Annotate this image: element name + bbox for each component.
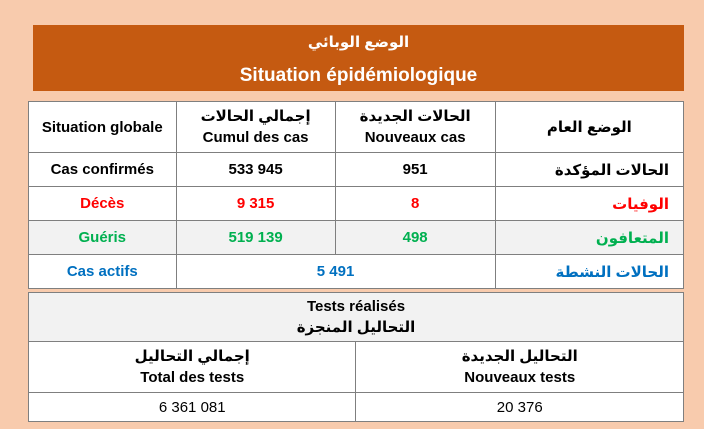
header-cumul	[176, 102, 335, 153]
deaths-cumul: 9 315	[176, 187, 335, 221]
header-nouveaux-ar: الحالات الجديدة	[359, 108, 471, 125]
deaths-new: 8	[335, 187, 495, 221]
banner-title-fr: Situation épidémiologique	[239, 65, 478, 86]
active-value: 5 491	[176, 255, 495, 289]
tests-new-ar: التحاليل الجديدة	[461, 348, 578, 365]
recovered-label: Guéris	[29, 221, 177, 255]
tests-title	[29, 293, 684, 342]
table-row-recovered	[29, 221, 684, 255]
tests-total-ar: إجمالي التحاليل	[134, 348, 250, 365]
title-banner	[33, 25, 684, 91]
tests-new-fr: Nouveaux tests	[464, 369, 576, 386]
table-header-row	[29, 102, 684, 153]
recovered-label-ar: المتعافون	[495, 221, 683, 255]
tests-new-header	[356, 342, 684, 393]
confirmed-label: Cas confirmés	[29, 153, 177, 187]
active-label: Cas actifs	[29, 255, 177, 289]
confirmed-cumul: 533 945	[176, 153, 335, 187]
tests-total-value: 6 361 081	[29, 393, 356, 422]
tests-title-ar: التحاليل المنجزة	[296, 319, 416, 336]
tests-value-row	[29, 393, 684, 422]
tests-title-row	[29, 293, 684, 342]
tests-title-fr: Tests réalisés	[306, 298, 406, 315]
deaths-label-ar: الوفيات	[495, 187, 683, 221]
tests-total-fr: Total des tests	[140, 369, 245, 386]
confirmed-new: 951	[335, 153, 495, 187]
header-nouveaux	[335, 102, 495, 153]
tests-total-header	[29, 342, 356, 393]
header-cumul-fr: Cumul des cas	[202, 129, 309, 146]
situation-table	[28, 101, 684, 289]
deaths-label: Décès	[29, 187, 177, 221]
header-situation-globale: Situation globale	[29, 102, 177, 153]
banner-title-ar: الوضع الوبائي	[307, 34, 410, 51]
tests-new-value: 20 376	[356, 393, 684, 422]
recovered-new: 498	[335, 221, 495, 255]
table-row-deaths	[29, 187, 684, 221]
table-row-confirmed	[29, 153, 684, 187]
recovered-cumul: 519 139	[176, 221, 335, 255]
header-general-ar: الوضع العام	[495, 102, 683, 153]
header-nouveaux-fr: Nouveaux cas	[364, 129, 466, 146]
tests-header-row	[29, 342, 684, 393]
tests-table	[28, 292, 684, 422]
confirmed-label-ar: الحالات المؤكدة	[495, 153, 683, 187]
table-row-active	[29, 255, 684, 289]
header-cumul-ar: إجمالي الحالات	[200, 108, 311, 125]
active-label-ar: الحالات النشطة	[495, 255, 683, 289]
